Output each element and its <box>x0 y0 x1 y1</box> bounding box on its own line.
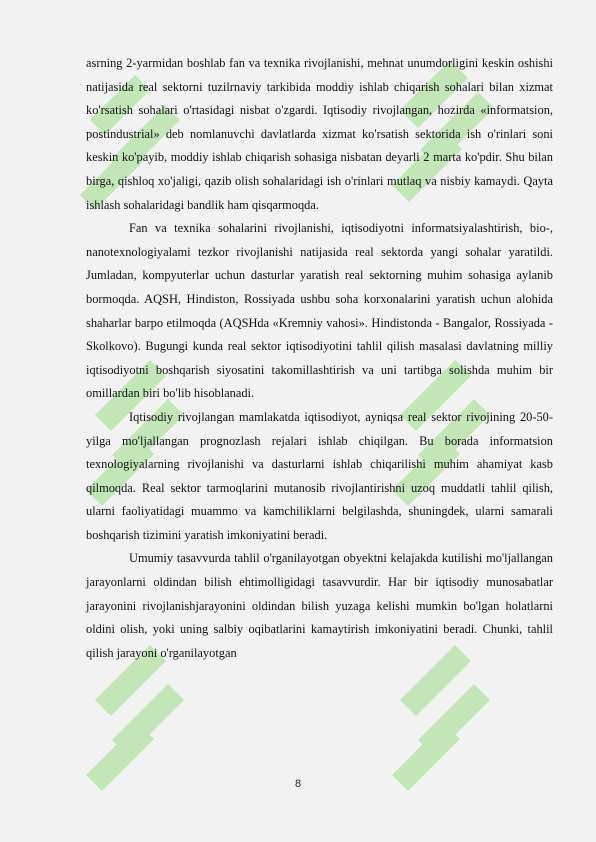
paragraph-1: asrning 2-yarmidan boshlab fan va texnika rivojlanishi, mehnat unumdorligini keskin oshishi natijasida real sektorni tuzilrnaviy tarkibida moddiy ishlab chiqarish sohalari bilan xizmat ko'rsatish sohalari o'rtasidagi nisbat o'zgardi. Iqtisodiy rivojlangan, hozirda «informatsion, postindustrial» deb nomlanuvchi davlatlarda xizmat ko'rsatish sektorida ish o'rinlari soni keskin ko'payib, moddiy ishlab chiqarish sohasiga nisbatan deyarli 2 marta ko'pdir. Shu bilan birga, qishloq xo'jaligi, qazib olish sohalaridagi ish o'rinlari mutlaq va nisbiy kamaydi. Qayta ishlash sohalaridagi bandlik ham qisqarmoqda. <box>86 56 553 212</box>
page-number: 8 <box>294 778 302 790</box>
paragraph-2: Fan va texnika sohalarini rivojlanishi, iqtisodiyotni informatsiyalashtirish, bio-, nanotexnologiyalami tezkor rivojlanishi natijasida real sektorda yangi sohalar yaratildi. Jumladan, kompyuterlar uchun dasturlar yaratish real sektorning muhim sohasiga aylanib bormoqda. AQSH, Hindiston, Rossiyada ushbu soha korxonalarini yaratish uchun alohida shaharlar barpo etilmoqda (AQSHda «Kremniy vahosi». Hindistonda - Bangalor, Rossiyada - Skolkovo). Bugungi kunda real sektor iqtisodiyotini tahlil qilish masalasi davlatning milliy iqtisodiyotni boshqarish siyosatini takomillashtirish va uni tartibga solishda muhim bir omillardan biri bo'lib hisoblanadi. <box>86 221 553 401</box>
watermark-leaf-icon <box>112 684 184 756</box>
body-text <box>86 52 553 665</box>
paragraph-3: Iqtisodiy rivojlangan mamlakatda iqtisodiyot, ayniqsa real sektor rivojining 20-50-yilga mo'ljallangan prognozlash rejalari ishlab chiqilgan. Bu borada informatsion texnologiyalarning rivojlanishi va dasturlarni ishlab chiqarilishi muhim ahamiyat kasb qilmoqda. Real sektor tarmoqlarini mutanosib rivojlantirishni uzoq muddatli tahlil qilish, ularni faoliyatidagi muammo va kamchiliklarni belgilashda, shuningdek, ularni samarali boshqarish tizimini yaratish imkoniyatini beradi. <box>86 409 553 542</box>
watermark-leaf-icon <box>418 684 490 756</box>
paragraph-4: Umumiy tasavvurda tahlil o'rganilayotgan obyektni kelajakda kutilishi mo'ljallangan jarayonlarni oldindan bilish ehtimolligidagi tasavvurdir. Har bir iqtisodiy munosabatlar jarayonini rivojlanishjarayonini oldindan bilish yuzaga kelishi mumkin bo'lgan holatlarni oldini olish, yoki uning salbiy oqibatlarini kamaytirish imkoniyatini beradi. Chunki, tahlil qilish jarayoni o'rganilayotgan <box>86 551 553 660</box>
